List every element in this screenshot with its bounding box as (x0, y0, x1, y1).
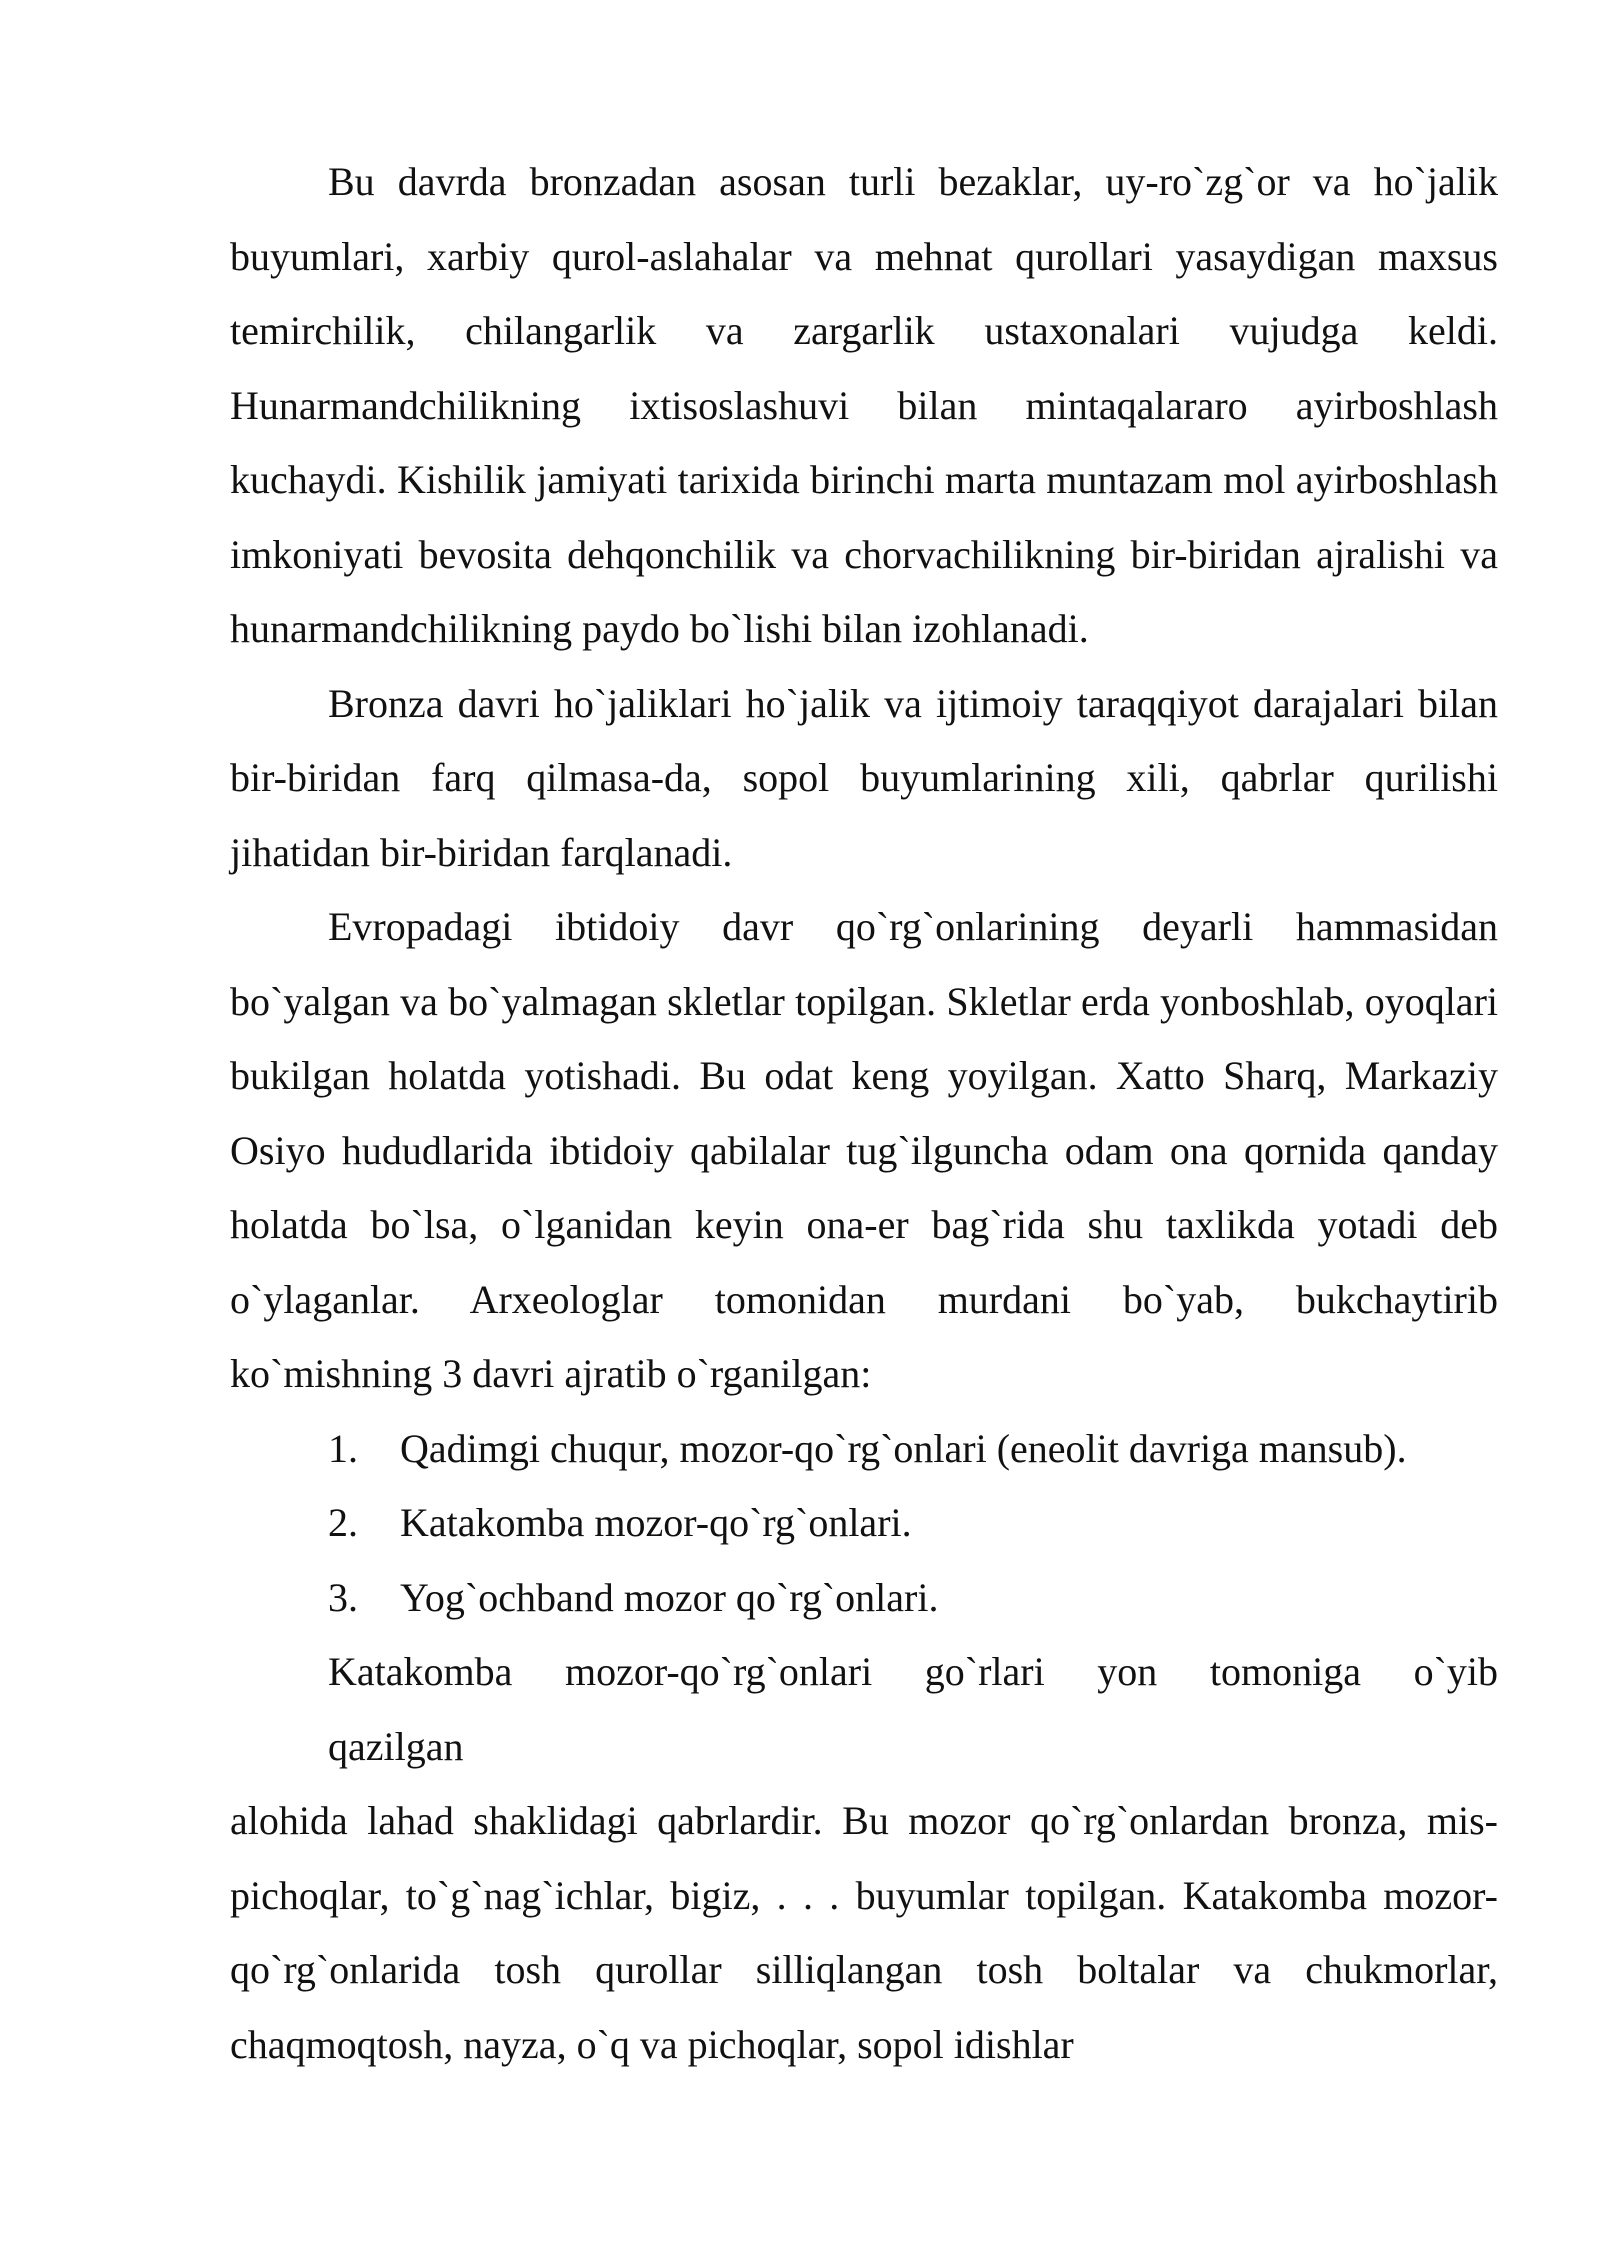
list-item-text: Qadimgi chuqur, mozor-qo`rg`onlari (eneolit davriga mansub). (400, 1425, 1407, 1471)
paragraph-bronze-economies: Bronza davri ho`jaliklari ho`jalik va ijtimoiy taraqqiyot darajalari bilan bir-biridan farq qilmasa-da, sopol buyumlarining xili, qabrlar qurilishi jihatidan bir-biridan farqlanadi. (230, 680, 1498, 875)
list-item-number: 2. (328, 1500, 358, 1545)
list-item (328, 1412, 1498, 1487)
paragraph-katakomba-end: qazilgan (328, 1723, 464, 1769)
document-body (230, 145, 1498, 2082)
list-item-text: Katakomba mozor-qo`rg`onlari. (400, 1500, 912, 1545)
burial-periods-list (230, 1412, 1498, 1636)
paragraph-katakomba-continuation: alohida lahad shaklidagi qabrlardir. Bu mozor qo`rg`onlardan bronza, mis-pichoqlar, to`g`nag`ichlar, bigiz, . . . buyumlar topilgan. Katakomba mozor-qo`rg`onlarida tosh qurollar silliqlangan tosh boltalar va chukmorlar, chaqmoqtosh, nayza, o`q va pichoqlar, sopol idishlar (230, 1798, 1498, 2067)
list-item-number: 1. (328, 1425, 358, 1471)
list-item-text: Yog`ochband mozor qo`rg`onlari. (400, 1574, 939, 1620)
paragraph-burial-mounds: Evropadagi ibtidoiy davr qo`rg`onlarining deyarli hammasidan bo`yalgan va bo`yalmagan skletlar topilgan. Skletlar erda yonboshlab, oyoqlari bukilgan holatda yotishadi. Bu odat keng yoyilgan. Xatto Sharq, Markaziy Osiyo hududlarida ibtidoiy qabilalar tug`ilguncha odam ona qornida qanday holatda bo`lsa, o`lganidan keyin ona-er bag`rida shu taxlikda yotadi deb o`ylaganlar. Arxeologlar tomonidan murdani bo`yab, bukchaytirib ko`mishning 3 davri ajratib o`rganilgan: (230, 904, 1498, 1396)
paragraph-katakomba-line: Katakomba mozor-qo`rg`onlari go`rlari yon tomoniga o`yib (328, 1649, 1498, 1694)
paragraph-bronze-crafts: Bu davrda bronzadan asosan turli bezaklar, uy-ro`zg`or va ho`jalik buyumlari, xarbiy qurol-aslahalar va mehnat qurollari yasaydigan maxsus temirchilik, chilangarlik va zargarlik ustaxonalari vujudga keldi. Hunarmandchilikning ixtisoslashuvi bilan mintaqalararo ayirboshlash kuchaydi. Kishilik jamiyati tarixida birinchi marta muntazam mol ayirboshlash imkoniyati bevosita dehqonchilik va chorvachilikning bir-biridan ajralishi va hunarmandchilikning paydo bo`lishi bilan izohlanadi. (230, 159, 1498, 651)
list-item (328, 1561, 1498, 1636)
list-item (328, 1486, 1498, 1561)
list-item-number: 3. (328, 1574, 358, 1620)
